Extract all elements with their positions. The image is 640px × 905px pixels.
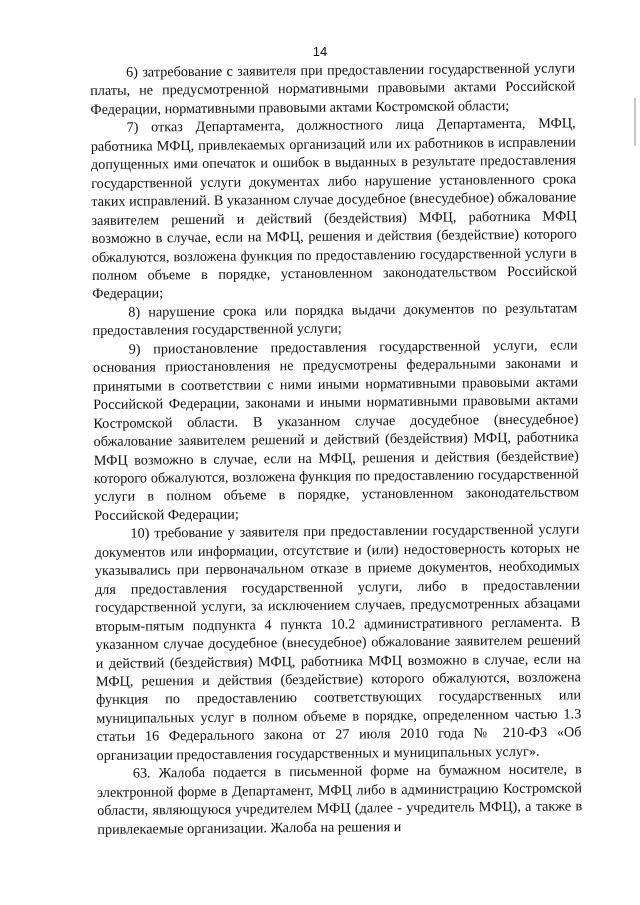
paragraph-clause-63: 63. Жалоба подается в письменной форме на бумажном носителе, в электронной форме в Департамент, МФЦ либо в администрацию Костромской области, являющуюся учредителем МФЦ (далее - учредитель МФЦ), а также в привлекаемые организации. Жалоба на решения и [96,761,583,838]
paragraph-item-8: 8) нарушение срока или порядка выдачи документов по результатам предоставления государственной услуги; [92,300,578,340]
paragraph-item-6: 6) затребование с заявителя при предоставлении государственной услуги платы, не предусмотренной нормативными правовыми актами Российской Федерации, нормативными правовыми актами Костромской области; [90,60,576,118]
scan-edge-mark [634,98,636,146]
paragraph-item-10: 10) требование у заявителя при предоставлении государственной услуги документов или информации, отсутствие и (или) недостоверность которых не указывались при первоначальном отказе в приеме документов, необходимых для предоставления государственной услуги, либо в предоставлении государственной услуги, за исключением случаев, предусмотренных абзацами вторым-пятым подпункта 4 пункта 10.2 административного регламента. В указанном случае досудебное (внесудебное) обжалование заявителем решений и действий (бездействия) МФЦ, работника МФЦ возможно в случае, если на МФЦ, решения и действия (бездействие) которого обжалуются, возложена функция по предоставлению соответствующих государственных или муниципальных услуг в полном объеме в порядке, определенном частью 1.3 статьи 16 Федерального закона от 27 июля 2010 года № 210-ФЗ «Об организации предоставления государственных и муниципальных услуг». [94,521,582,764]
page-number: 14 [312,44,328,59]
paragraph-item-7: 7) отказ Департамента, должностного лица Департамента, МФЦ, работника МФЦ, привлекаемых организаций или их работников в исправлении допущенных ими опечаток и ошибок в выданных в результате предоставления государственной услуги документах либо нарушение установленного срока таких исправлений. В указанном случае досудебное (внесудебное) обжалование заявителем решений и действий (бездействия) МФЦ, работника МФЦ возможно в случае, если на МФЦ, решения и действия (бездействие) которого обжалуются, возложена функция по предоставлению государственной услуги в полном объеме в порядке, установленном законодательством Российской Федерации; [90,115,578,303]
document-body [90,59,582,839]
paragraph-item-9: 9) приостановление предоставления государственной услуги, если основания приостановления не предусмотрены федеральными законами и принятыми в соответствии с ними иными нормативными правовыми актами Российской Федерации, законами и иными нормативными правовыми актами Костромской области. В указанном случае досудебное (внесудебное) обжалование заявителем решений и действий (бездействия) МФЦ, работника МФЦ возможно в случае, если на МФЦ, решения и действия (бездействие) которого обжалуются, возложена функция по предоставлению государственной услуги в полном объеме в порядке, установленном законодательством Российской Федерации; [92,337,580,524]
